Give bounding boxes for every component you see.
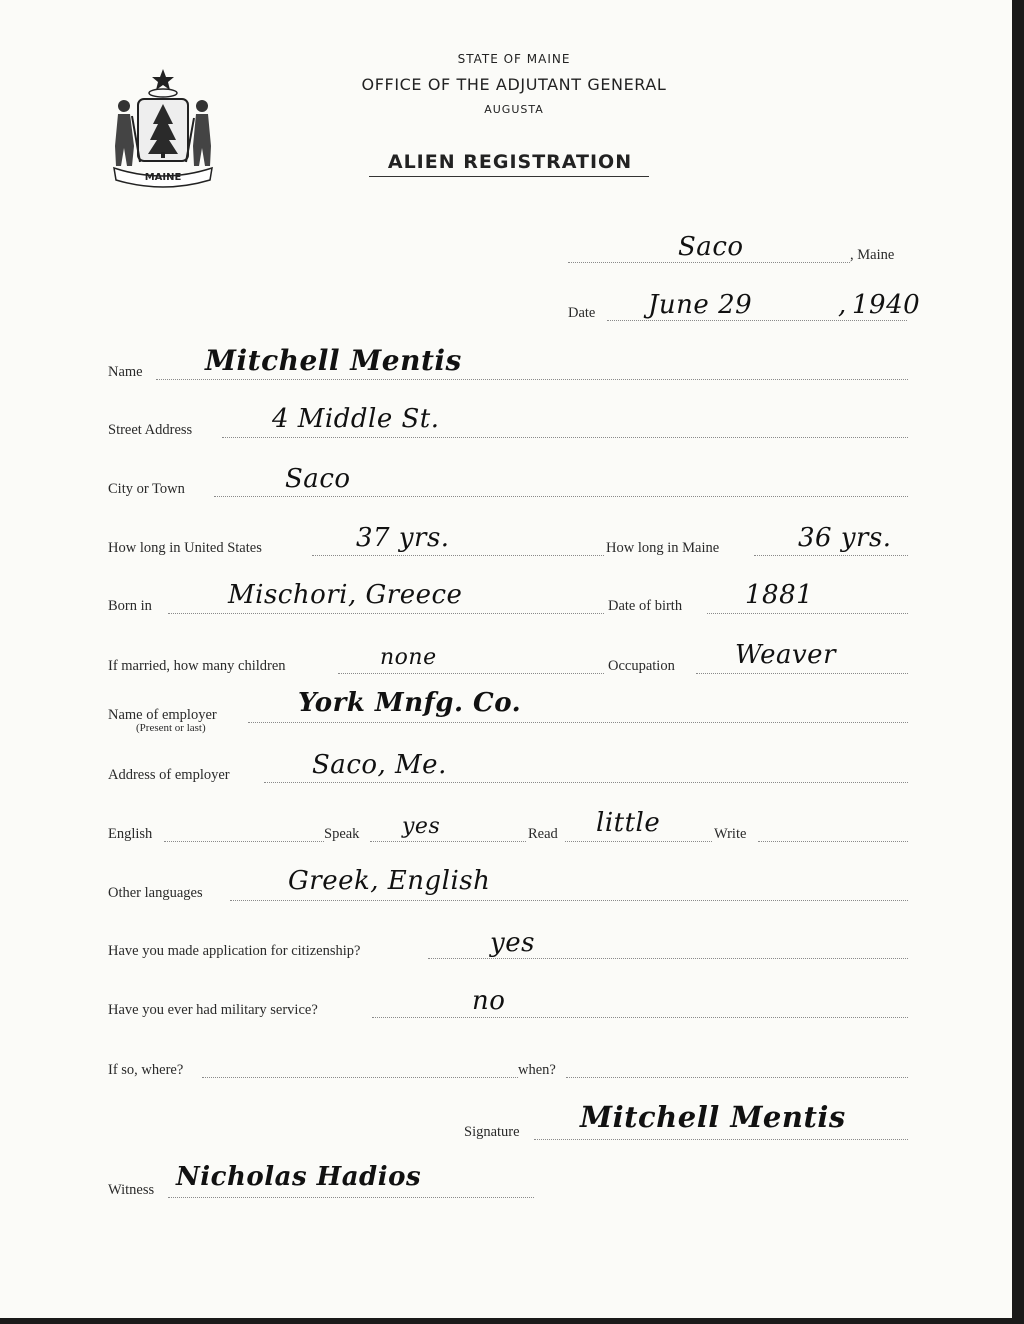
date-value: June 29 [648,290,753,320]
occupation-line [696,673,908,674]
born-in-label: Born in [108,598,152,614]
born-in-line [168,613,604,614]
witness-line [168,1197,534,1198]
header-state: STATE OF MAINE [457,52,571,66]
date-year-separator: , [838,290,847,320]
read-label: Read [528,826,558,842]
employer-name-sublabel: (Present or last) [136,722,206,734]
other-languages-label: Other languages [108,885,203,901]
children-label: If married, how many children [108,658,286,674]
employer-address-label: Address of employer [108,767,230,783]
form-title: ALIEN REGISTRATION [387,151,633,173]
write-label: Write [714,826,747,842]
header-city: AUGUSTA [484,103,544,116]
when-line [566,1077,908,1078]
when-label: when? [518,1062,556,1078]
english-label: English [108,826,153,842]
date-of-birth-value: 1881 [745,580,814,610]
witness-label: Witness [108,1182,155,1198]
how-long-us-label: How long in United States [108,540,262,556]
military-line [372,1017,908,1018]
occupation-label: Occupation [608,658,675,674]
place-value: Saco [678,232,744,262]
how-long-us-line [312,555,604,556]
name-line [156,379,908,380]
military-label: Have you ever had military service? [108,1002,318,1018]
children-value: none [380,645,437,670]
signature-line [534,1139,908,1140]
other-languages-value: Greek, English [288,866,491,896]
street-address-value: 4 Middle St. [272,404,440,434]
signature-label: Signature [464,1124,520,1140]
name-value: Mitchell Mentis [205,344,462,377]
date-of-birth-line [707,613,908,614]
witness-value: Nicholas Hadios [176,1162,422,1192]
citizenship-value: yes [490,928,535,958]
place-line [568,262,850,263]
how-long-maine-value: 36 yrs. [798,523,892,553]
date-line [607,320,907,321]
citizenship-line [428,958,908,959]
citizenship-label: Have you made application for citizenship? [108,943,361,959]
english-line [164,841,324,842]
read-line [565,841,712,842]
read-value: little [596,808,661,838]
other-languages-line [230,900,908,901]
city-value: Saco [285,464,351,494]
street-address-line [222,437,908,438]
date-label: Date [568,305,596,321]
city-line [214,496,908,497]
write-line [758,841,908,842]
where-line [202,1077,518,1078]
employer-name-value: York Mnfg. Co. [298,688,522,718]
employer-name-line [248,722,908,723]
how-long-us-value: 37 yrs. [356,523,450,553]
date-year: 1940 [852,290,921,320]
employer-address-value: Saco, Me. [312,750,447,780]
how-long-maine-label: How long in Maine [606,540,720,556]
where-label: If so, where? [108,1062,184,1078]
date-of-birth-label: Date of birth [608,598,683,614]
how-long-maine-line [754,555,908,556]
name-label: Name [108,364,143,380]
city-label: City or Town [108,481,185,497]
header-office: OFFICE OF THE ADJUTANT GENERAL [361,75,667,94]
place-suffix: , Maine [850,247,895,263]
employer-address-line [264,782,908,783]
occupation-value: Weaver [735,640,836,670]
title-underline [369,176,649,177]
children-line [338,673,604,674]
speak-label: Speak [324,826,360,842]
seal-scroll-text: MAINE [144,172,182,183]
speak-line [370,841,526,842]
speak-value: yes [402,814,441,839]
signature-value: Mitchell Mentis [580,1100,846,1134]
street-address-label: Street Address [108,422,193,438]
employer-name-label: Name of employer [108,707,217,723]
military-value: no [472,986,506,1016]
born-in-value: Mischori, Greece [228,580,463,610]
